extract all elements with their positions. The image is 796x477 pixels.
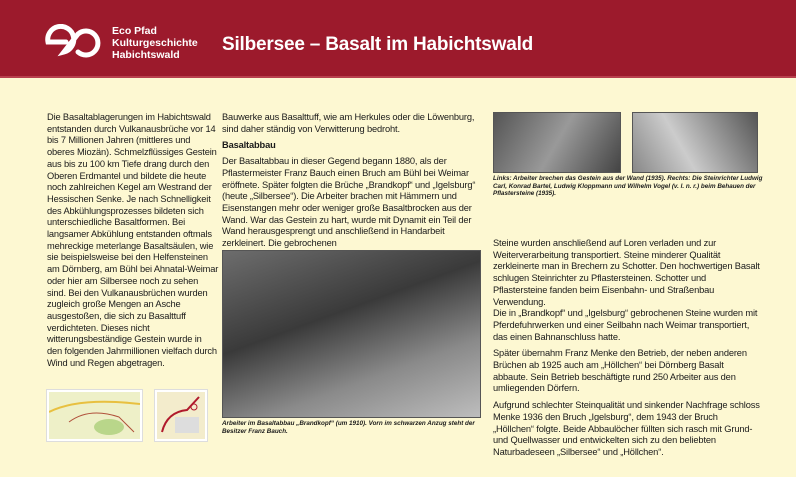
stonemasons-photo (632, 112, 758, 173)
photo-caption: Arbeiter im Basaltabbau „Brandkopf“ (um 1910). Vorn im schwarzen Anzug steht der Besitzer Franz Bauch. (222, 420, 475, 435)
eco-pfad-logo-icon (44, 24, 104, 60)
brand-line: Kulturgeschichte (112, 36, 198, 49)
paragraph: Aufgrund schlechter Steinqualität und sinkender Nachfrage schloss Menke 1936 den Bruch „Igelsburg“, dem 1943 der Bruch „Höllchen“ folgte. Beide Abbaulöcher füllten sich rasch mit Grund- und Quellwasser und entwickelten sich zu den beliebten Naturbadeseen „Silbersee“ und „Höllchen“. (493, 400, 760, 457)
photo-caption: Links: Arbeiter brechen das Gestein aus der Wand (1935). Rechts: Die Steinrichter Ludwig Carl, Konrad Bartel, Ludwig Kloppmann und Wilhelm Vogel (v. l. n. r.) beim Behauen der Pflastersteine (1935). (493, 175, 763, 198)
middle-column (222, 112, 484, 255)
paragraph: Später übernahm Franz Menke den Betrieb, der neben anderen Brüchen ab 1925 auch am „Höllchen“ bei Dörnberg Basalt abbaute. Sein Betrieb beschäftigte rund 250 Arbeiter aus den umliegenden Dörfern. (493, 348, 747, 394)
right-column (493, 238, 761, 464)
workers-group-photo (222, 250, 481, 418)
brand-name (112, 26, 198, 61)
brand-line: Habichtswald (112, 48, 180, 61)
section-heading: Basaltabbau (222, 140, 276, 151)
intro-text: Die Basaltablagerungen im Habichtswald entstanden durch Vulkanausbrüche vor 14 bis 7 Millionen Jahren (mittleres und oberes Miozän). Schmelzflüssiges Gestein aus bis zu 100 km Tiefe drang durch den Oberen Erdmantel und bildete die heute noch zahlreichen Kegel am Westrand der Hessischen Senke. Je nach Schnelligkeit des Abkühlungsprozesses bildeten sich unterschiedliche Basaltformen. Bei langsamer Abkühlung entstanden oftmals mehreckige meterlange Basaltsäulen, wie sie beispielsweise bei den Helfensteinen am Dörnberg, am Bühl bei Ahnatal-Weimar oder hier am Silbersee noch zu sehen sind. Bei den Vulkanausbrüchen wurden zugleich große Mengen an Asche ausgestoßen, die sich zu Basalttuff verdichteten. Dieses nicht witterungsbeständige Gestein wurde in den folgenden Jahrmillionen vielfach durch Wind und Regen abgetragen. (47, 112, 219, 368)
paragraph: Die in „Brandkopf“ und „Igelsburg“ gebrochenen Steine wurden mit Pferdefuhrwerken und einer Seilbahn nach Weimar transportiert, das einen Bahnanschluss hatte. (493, 308, 758, 342)
paragraph: Bauwerke aus Basalttuff, wie am Herkules oder die Löwenburg, sind daher ständig von Verwitterung bedroht. (222, 112, 475, 134)
paragraph: Der Basaltabbau in dieser Gegend begann 1880, als der Pflastermeister Franz Bauch einen Bruch am Bühl bei Weimar eröffnete. Später folgten die Brüche „Brandkopf“ und „Igelsburg“ (heute „Silbersee“). Die Arbeiter brachen mit Hämmern und Eisenstangen mehr oder weniger große Basaltbrocken aus der Wand. War das Gestein zu hart, wurde mit Dynamit ein Teil der Wand herausgesprengt und anschließend in Handarbeit zerkleinert. Die gebrochenen (222, 156, 476, 249)
overview-map (47, 390, 142, 441)
detail-map (155, 390, 207, 441)
header (0, 0, 796, 78)
paragraph: Steine wurden anschließend auf Loren verladen und zur Weiterverarbeitung transportiert. Steine minderer Qualität zerkleinerte man in Brechern zu Schotter. Den hochwertigen Basalt schlugen Steinrichter zu Pflastersteinen. Schotter und Pflastersteine fanden beim Eisenbahn- und Straßenbau Verwendung. (493, 238, 760, 307)
quarry-wall-photo (493, 112, 621, 173)
brand-line: Eco Pfad (112, 25, 157, 37)
page-title: Silbersee – Basalt im Habichtswald (222, 34, 534, 55)
intro-column (47, 112, 219, 374)
